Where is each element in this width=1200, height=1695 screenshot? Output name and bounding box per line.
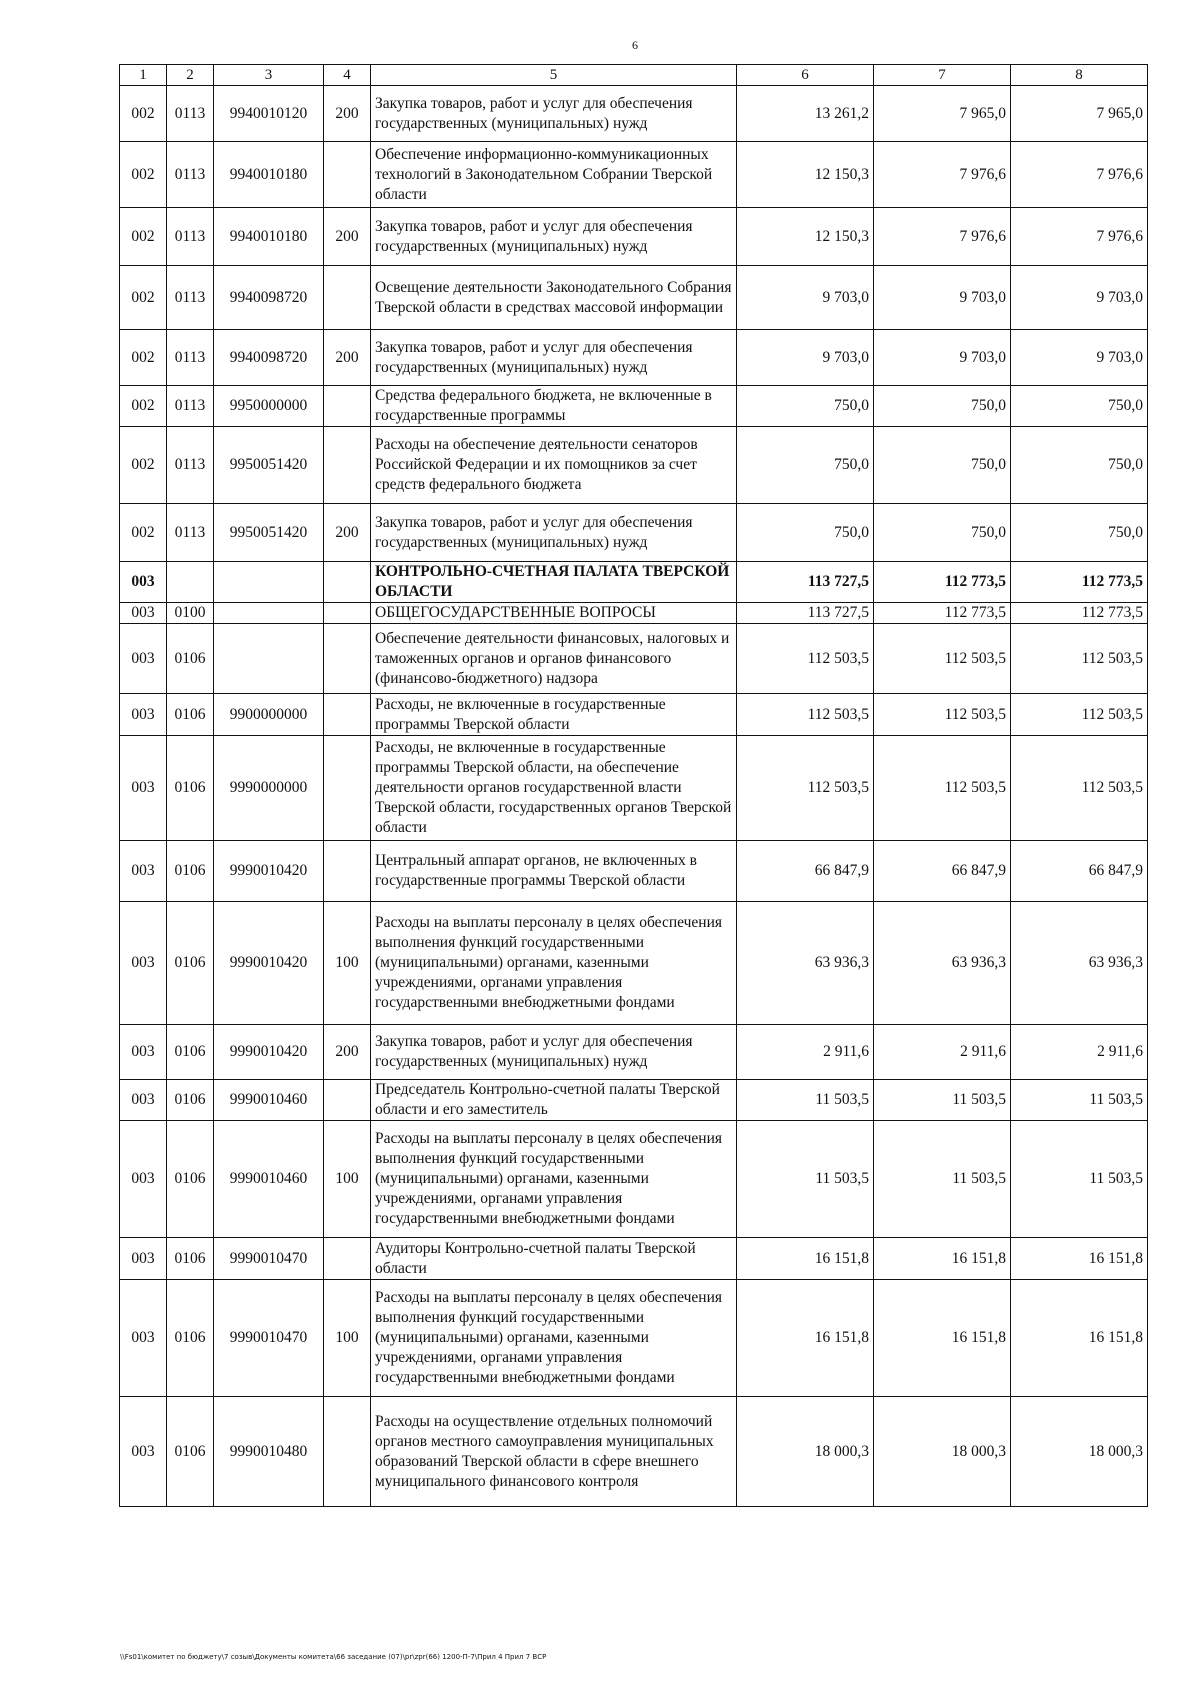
cell-target-code: 9900000000 — [214, 694, 324, 736]
cell-target-code: 9990010480 — [214, 1397, 324, 1507]
cell-section-code: 0106 — [167, 1280, 214, 1397]
cell-amount-col8: 9 703,0 — [1011, 266, 1148, 330]
cell-expense-type — [324, 603, 371, 624]
column-header: 6 — [737, 65, 874, 86]
cell-amount-col7: 112 503,5 — [874, 694, 1011, 736]
cell-amount-col8: 7 965,0 — [1011, 86, 1148, 142]
cell-ministry-code: 003 — [120, 1025, 167, 1080]
cell-description: Освещение деятельности Законодательного Собрания Тверской области в средствах массовой информации — [371, 266, 737, 330]
cell-ministry-code: 002 — [120, 142, 167, 208]
budget-table — [119, 64, 1148, 1507]
cell-amount-col7: 112 503,5 — [874, 736, 1011, 841]
cell-amount-col6: 16 151,8 — [737, 1238, 874, 1280]
cell-target-code: 9940098720 — [214, 266, 324, 330]
cell-amount-col6: 66 847,9 — [737, 841, 874, 902]
cell-ministry-code: 002 — [120, 86, 167, 142]
cell-section-code: 0106 — [167, 841, 214, 902]
cell-amount-col6: 750,0 — [737, 504, 874, 562]
cell-amount-col8: 66 847,9 — [1011, 841, 1148, 902]
cell-expense-type: 100 — [324, 1280, 371, 1397]
table-row — [120, 1280, 1148, 1397]
cell-ministry-code: 003 — [120, 1080, 167, 1121]
cell-amount-col6: 9 703,0 — [737, 266, 874, 330]
cell-expense-type — [324, 266, 371, 330]
cell-amount-col6: 113 727,5 — [737, 562, 874, 603]
cell-amount-col8: 112 503,5 — [1011, 736, 1148, 841]
cell-target-code: 9940010180 — [214, 208, 324, 266]
cell-amount-col7: 750,0 — [874, 386, 1011, 427]
cell-amount-col6: 13 261,2 — [737, 86, 874, 142]
cell-ministry-code: 003 — [120, 694, 167, 736]
cell-section-code: 0106 — [167, 624, 214, 694]
column-header: 2 — [167, 65, 214, 86]
cell-target-code: 9940010120 — [214, 86, 324, 142]
cell-amount-col8: 750,0 — [1011, 427, 1148, 504]
cell-amount-col7: 16 151,8 — [874, 1280, 1011, 1397]
cell-amount-col8: 750,0 — [1011, 386, 1148, 427]
cell-amount-col8: 112 503,5 — [1011, 624, 1148, 694]
cell-ministry-code: 002 — [120, 266, 167, 330]
cell-amount-col8: 112 773,5 — [1011, 562, 1148, 603]
table-row — [120, 1238, 1148, 1280]
cell-amount-col8: 7 976,6 — [1011, 142, 1148, 208]
cell-amount-col7: 750,0 — [874, 504, 1011, 562]
cell-ministry-code: 002 — [120, 208, 167, 266]
table-row — [120, 1121, 1148, 1238]
cell-amount-col7: 2 911,6 — [874, 1025, 1011, 1080]
cell-amount-col8: 7 976,6 — [1011, 208, 1148, 266]
cell-expense-type: 200 — [324, 330, 371, 386]
table-row — [120, 841, 1148, 902]
cell-amount-col6: 11 503,5 — [737, 1121, 874, 1238]
cell-target-code: 9950051420 — [214, 504, 324, 562]
cell-description: ОБЩЕГОСУДАРСТВЕННЫЕ ВОПРОСЫ — [371, 603, 737, 624]
cell-ministry-code: 003 — [120, 736, 167, 841]
cell-amount-col6: 18 000,3 — [737, 1397, 874, 1507]
table-row — [120, 427, 1148, 504]
cell-description: Закупка товаров, работ и услуг для обеспечения государственных (муниципальных) нужд — [371, 1025, 737, 1080]
column-header: 1 — [120, 65, 167, 86]
cell-target-code: 9950051420 — [214, 427, 324, 504]
cell-expense-type: 200 — [324, 1025, 371, 1080]
cell-amount-col7: 9 703,0 — [874, 330, 1011, 386]
cell-target-code — [214, 624, 324, 694]
cell-target-code: 9990010470 — [214, 1280, 324, 1397]
cell-description: Закупка товаров, работ и услуг для обеспечения государственных (муниципальных) нужд — [371, 330, 737, 386]
cell-expense-type — [324, 1238, 371, 1280]
table-row — [120, 208, 1148, 266]
cell-description: Расходы на осуществление отдельных полномочий органов местного самоуправления муниципальных образований Тверской области в сфере внешнего муниципального финансового контроля — [371, 1397, 737, 1507]
cell-ministry-code: 002 — [120, 427, 167, 504]
cell-amount-col7: 9 703,0 — [874, 266, 1011, 330]
cell-amount-col6: 12 150,3 — [737, 142, 874, 208]
cell-amount-col7: 16 151,8 — [874, 1238, 1011, 1280]
cell-section-code: 0113 — [167, 208, 214, 266]
cell-expense-type — [324, 142, 371, 208]
table-row — [120, 86, 1148, 142]
cell-amount-col7: 63 936,3 — [874, 902, 1011, 1025]
cell-description: Центральный аппарат органов, не включенных в государственные программы Тверской области — [371, 841, 737, 902]
cell-section-code: 0113 — [167, 266, 214, 330]
cell-amount-col8: 9 703,0 — [1011, 330, 1148, 386]
page-number: 6 — [632, 38, 638, 52]
cell-amount-col8: 2 911,6 — [1011, 1025, 1148, 1080]
cell-section-code: 0106 — [167, 1397, 214, 1507]
cell-description: Закупка товаров, работ и услуг для обеспечения государственных (муниципальных) нужд — [371, 504, 737, 562]
cell-expense-type — [324, 841, 371, 902]
cell-expense-type — [324, 1080, 371, 1121]
table-row — [120, 1025, 1148, 1080]
cell-target-code — [214, 562, 324, 603]
cell-amount-col6: 11 503,5 — [737, 1080, 874, 1121]
cell-target-code: 9990000000 — [214, 736, 324, 841]
cell-description: КОНТРОЛЬНО-СЧЕТНАЯ ПАЛАТА ТВЕРСКОЙ ОБЛАСТИ — [371, 562, 737, 603]
table-row — [120, 694, 1148, 736]
cell-ministry-code: 002 — [120, 504, 167, 562]
cell-section-code: 0106 — [167, 902, 214, 1025]
cell-amount-col8: 112 503,5 — [1011, 694, 1148, 736]
cell-description: Закупка товаров, работ и услуг для обеспечения государственных (муниципальных) нужд — [371, 86, 737, 142]
column-header: 4 — [324, 65, 371, 86]
cell-description: Расходы на выплаты персоналу в целях обеспечения выполнения функций государственными (муниципальными) органами, казенными учреждениями, органами управления государственными внебюджетными фондами — [371, 902, 737, 1025]
cell-description: Закупка товаров, работ и услуг для обеспечения государственных (муниципальных) нужд — [371, 208, 737, 266]
cell-section-code: 0113 — [167, 427, 214, 504]
cell-target-code: 9950000000 — [214, 386, 324, 427]
cell-section-code: 0106 — [167, 1121, 214, 1238]
cell-ministry-code: 003 — [120, 1121, 167, 1238]
cell-amount-col8: 112 773,5 — [1011, 603, 1148, 624]
cell-section-code: 0106 — [167, 1238, 214, 1280]
cell-section-code: 0113 — [167, 86, 214, 142]
cell-amount-col6: 112 503,5 — [737, 736, 874, 841]
cell-section-code: 0113 — [167, 142, 214, 208]
cell-ministry-code: 003 — [120, 562, 167, 603]
cell-amount-col7: 112 773,5 — [874, 562, 1011, 603]
table-row — [120, 603, 1148, 624]
table-row — [120, 902, 1148, 1025]
cell-amount-col6: 2 911,6 — [737, 1025, 874, 1080]
cell-amount-col8: 63 936,3 — [1011, 902, 1148, 1025]
cell-description: Обеспечение информационно-коммуникационных технологий в Законодательном Собрании Тверской области — [371, 142, 737, 208]
cell-section-code: 0113 — [167, 330, 214, 386]
cell-amount-col8: 11 503,5 — [1011, 1121, 1148, 1238]
cell-section-code — [167, 562, 214, 603]
cell-description: Расходы на обеспечение деятельности сенаторов Российской Федерации и их помощников за счет средств федерального бюджета — [371, 427, 737, 504]
cell-ministry-code: 003 — [120, 841, 167, 902]
cell-target-code: 9990010420 — [214, 902, 324, 1025]
cell-target-code — [214, 603, 324, 624]
cell-expense-type — [324, 736, 371, 841]
cell-ministry-code: 003 — [120, 902, 167, 1025]
cell-ministry-code: 003 — [120, 603, 167, 624]
cell-target-code: 9990010460 — [214, 1121, 324, 1238]
cell-description: Аудиторы Контрольно-счетной палаты Тверской области — [371, 1238, 737, 1280]
column-header: 3 — [214, 65, 324, 86]
cell-target-code: 9990010420 — [214, 841, 324, 902]
cell-ministry-code: 003 — [120, 1280, 167, 1397]
cell-amount-col7: 7 976,6 — [874, 142, 1011, 208]
cell-expense-type — [324, 386, 371, 427]
table-row — [120, 330, 1148, 386]
cell-amount-col7: 7 965,0 — [874, 86, 1011, 142]
cell-target-code: 9990010460 — [214, 1080, 324, 1121]
cell-amount-col7: 750,0 — [874, 427, 1011, 504]
cell-target-code: 9940010180 — [214, 142, 324, 208]
footer-file-path: \\Fs01\комитет по бюджету\7 созыв\Документы комитета\66 заседание (07)\pr\zpr(66) 1200-П-7\Прил 4 Прил 7 ВСР — [120, 1653, 547, 1661]
column-number-row — [120, 65, 1148, 86]
cell-amount-col6: 750,0 — [737, 427, 874, 504]
table-row — [120, 1397, 1148, 1507]
cell-amount-col6: 9 703,0 — [737, 330, 874, 386]
cell-expense-type — [324, 562, 371, 603]
table-row — [120, 142, 1148, 208]
column-header: 8 — [1011, 65, 1148, 86]
cell-section-code: 0106 — [167, 1025, 214, 1080]
cell-description: Расходы, не включенные в государственные программы Тверской области, на обеспечение деятельности органов государственной власти Тверской области, государственных органов Тверской области — [371, 736, 737, 841]
table-row — [120, 1080, 1148, 1121]
cell-amount-col7: 66 847,9 — [874, 841, 1011, 902]
table-row — [120, 562, 1148, 603]
cell-expense-type: 200 — [324, 86, 371, 142]
cell-section-code: 0106 — [167, 1080, 214, 1121]
cell-section-code: 0106 — [167, 736, 214, 841]
cell-amount-col7: 18 000,3 — [874, 1397, 1011, 1507]
cell-amount-col7: 11 503,5 — [874, 1080, 1011, 1121]
cell-target-code: 9990010470 — [214, 1238, 324, 1280]
cell-section-code: 0113 — [167, 386, 214, 427]
cell-expense-type — [324, 694, 371, 736]
cell-expense-type: 100 — [324, 902, 371, 1025]
cell-amount-col6: 112 503,5 — [737, 694, 874, 736]
column-header: 7 — [874, 65, 1011, 86]
cell-description: Расходы на выплаты персоналу в целях обеспечения выполнения функций государственными (муниципальными) органами, казенными учреждениями, органами управления государственными внебюджетными фондами — [371, 1280, 737, 1397]
cell-expense-type: 200 — [324, 208, 371, 266]
cell-description: Средства федерального бюджета, не включенные в государственные программы — [371, 386, 737, 427]
cell-expense-type: 200 — [324, 504, 371, 562]
cell-amount-col8: 16 151,8 — [1011, 1280, 1148, 1397]
cell-amount-col6: 16 151,8 — [737, 1280, 874, 1397]
cell-section-code: 0113 — [167, 504, 214, 562]
cell-amount-col6: 113 727,5 — [737, 603, 874, 624]
cell-description: Председатель Контрольно-счетной палаты Тверской области и его заместитель — [371, 1080, 737, 1121]
cell-amount-col6: 12 150,3 — [737, 208, 874, 266]
cell-amount-col7: 7 976,6 — [874, 208, 1011, 266]
cell-section-code: 0100 — [167, 603, 214, 624]
cell-target-code: 9990010420 — [214, 1025, 324, 1080]
table-body — [120, 86, 1148, 1507]
cell-amount-col6: 112 503,5 — [737, 624, 874, 694]
cell-amount-col7: 112 503,5 — [874, 624, 1011, 694]
cell-amount-col6: 63 936,3 — [737, 902, 874, 1025]
table-row — [120, 386, 1148, 427]
cell-ministry-code: 003 — [120, 1238, 167, 1280]
cell-expense-type: 100 — [324, 1121, 371, 1238]
cell-amount-col8: 18 000,3 — [1011, 1397, 1148, 1507]
cell-ministry-code: 003 — [120, 624, 167, 694]
cell-description: Расходы, не включенные в государственные программы Тверской области — [371, 694, 737, 736]
cell-ministry-code: 002 — [120, 330, 167, 386]
cell-target-code: 9940098720 — [214, 330, 324, 386]
cell-section-code: 0106 — [167, 694, 214, 736]
cell-ministry-code: 002 — [120, 386, 167, 427]
cell-ministry-code: 003 — [120, 1397, 167, 1507]
cell-description: Обеспечение деятельности финансовых, налоговых и таможенных органов и органов финансового (финансово-бюджетного) надзора — [371, 624, 737, 694]
table-row — [120, 736, 1148, 841]
cell-amount-col8: 11 503,5 — [1011, 1080, 1148, 1121]
table-row — [120, 624, 1148, 694]
cell-description: Расходы на выплаты персоналу в целях обеспечения выполнения функций государственными (муниципальными) органами, казенными учреждениями, органами управления государственными внебюджетными фондами — [371, 1121, 737, 1238]
column-header: 5 — [371, 65, 737, 86]
cell-amount-col7: 112 773,5 — [874, 603, 1011, 624]
cell-expense-type — [324, 427, 371, 504]
cell-expense-type — [324, 624, 371, 694]
cell-amount-col7: 11 503,5 — [874, 1121, 1011, 1238]
cell-amount-col8: 16 151,8 — [1011, 1238, 1148, 1280]
cell-amount-col8: 750,0 — [1011, 504, 1148, 562]
table-row — [120, 504, 1148, 562]
table-row — [120, 266, 1148, 330]
cell-expense-type — [324, 1397, 371, 1507]
cell-amount-col6: 750,0 — [737, 386, 874, 427]
